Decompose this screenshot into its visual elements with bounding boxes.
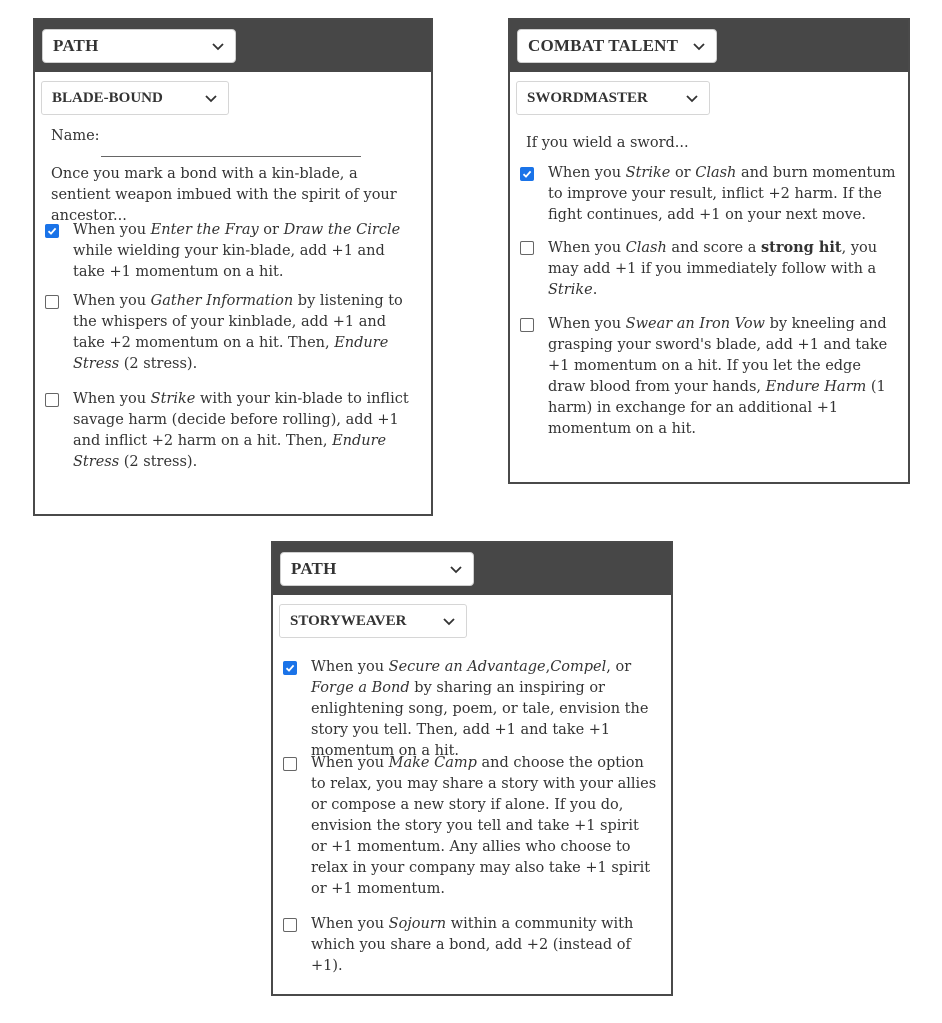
chevron-down-icon: [449, 562, 463, 576]
ability-text: When you Swear an Iron Vow by kneeling and grasping your sword's blade, add +1 and take +1 momentum on a hit. If you let the edge draw blood from your hands, Endure Harm (1 harm) in exchange for an additional +1 momentum on a hit.: [548, 316, 888, 437]
ability: [45, 291, 417, 375]
chevron-down-icon: [442, 614, 456, 628]
ability: [45, 389, 417, 473]
asset-type-select[interactable]: [42, 29, 236, 63]
ability-text: When you Clash and score a strong hit, you may add +1 if you immediately follow with a Strike.: [548, 239, 878, 298]
asset-select-label: STORYWEAVER: [290, 612, 407, 629]
card-header: [273, 543, 671, 595]
chevron-down-icon: [211, 39, 225, 53]
ability-checkbox[interactable]: [45, 224, 59, 238]
asset-intro: Once you mark a bond with a kin-blade, a sentient weapon imbued with the spirit of your ancestor...: [51, 166, 397, 224]
ability-checkbox[interactable]: [283, 661, 297, 675]
name-label: Name:: [51, 128, 100, 144]
name-input[interactable]: [101, 134, 361, 157]
ability-checkbox[interactable]: [283, 757, 297, 771]
asset-type-label: COMBAT TALENT: [528, 36, 679, 55]
check-icon: [47, 226, 57, 236]
ability: [283, 657, 659, 762]
check-icon: [522, 169, 532, 179]
ability-text: When you Strike or Clash and burn momentum to improve your result, inflict +2 harm. If the fight continues, add +1 on your next move.: [548, 165, 896, 223]
asset-select[interactable]: [279, 604, 467, 638]
ability: [520, 163, 896, 226]
ability: [520, 314, 896, 440]
ability-checkbox[interactable]: [45, 295, 59, 309]
chevron-down-icon: [692, 39, 706, 53]
ability-text: When you Strike with your kin-blade to inflict savage harm (decide before rolling), add +1 and inflict +2 harm on a hit. Then, Endure Stress (2 stress).: [73, 391, 409, 470]
asset-card-storyweaver: [271, 541, 673, 996]
asset-select-label: BLADE-BOUND: [52, 89, 163, 106]
ability: [45, 220, 417, 283]
ability-checkbox[interactable]: [283, 918, 297, 932]
ability-text: When you Sojourn within a community with which you share a bond, add +2 (instead of +1).: [311, 916, 634, 974]
asset-card-blade-bound: [33, 18, 433, 516]
card-header: [510, 20, 908, 72]
asset-type-label: PATH: [291, 559, 337, 578]
ability: [520, 237, 896, 301]
asset-select-label: SWORDMASTER: [527, 89, 648, 106]
ability-checkbox[interactable]: [45, 393, 59, 407]
ability-text: When you Enter the Fray or Draw the Circle while wielding your kin-blade, add +1 and take +1 momentum on a hit.: [73, 222, 401, 280]
check-icon: [285, 663, 295, 673]
asset-type-select[interactable]: [517, 29, 717, 63]
asset-type-select[interactable]: [280, 552, 474, 586]
chevron-down-icon: [685, 91, 699, 105]
ability: [283, 914, 659, 977]
ability: [283, 753, 659, 900]
ability-text: When you Make Camp and choose the option to relax, you may share a story with your allies or compose a new story if alone. If you do, envision the story you tell and take +1 spirit or +1 momentum. Any allies who choose to relax in your company may also take +1 spirit or +1 momentum.: [311, 755, 657, 897]
ability-checkbox[interactable]: [520, 167, 534, 181]
asset-card-swordmaster: [508, 18, 910, 484]
asset-type-label: PATH: [53, 36, 99, 55]
card-header: [35, 20, 431, 72]
asset-intro: If you wield a sword...: [526, 135, 689, 151]
ability-checkbox[interactable]: [520, 318, 534, 332]
asset-select[interactable]: [516, 81, 710, 115]
name-input-value: [101, 137, 105, 153]
ability-text: When you Secure an Advantage,Compel, or Forge a Bond by sharing an inspiring or enlightening song, poem, or tale, envision the story you tell. Then, add +1 and take +1 momentum on a hit.: [311, 659, 649, 759]
asset-select[interactable]: [41, 81, 229, 115]
ability-checkbox[interactable]: [520, 241, 534, 255]
chevron-down-icon: [204, 91, 218, 105]
ability-text: When you Gather Information by listening to the whispers of your kinblade, add +1 and take +2 momentum on a hit. Then, Endure Stress (2 stress).: [73, 293, 403, 372]
